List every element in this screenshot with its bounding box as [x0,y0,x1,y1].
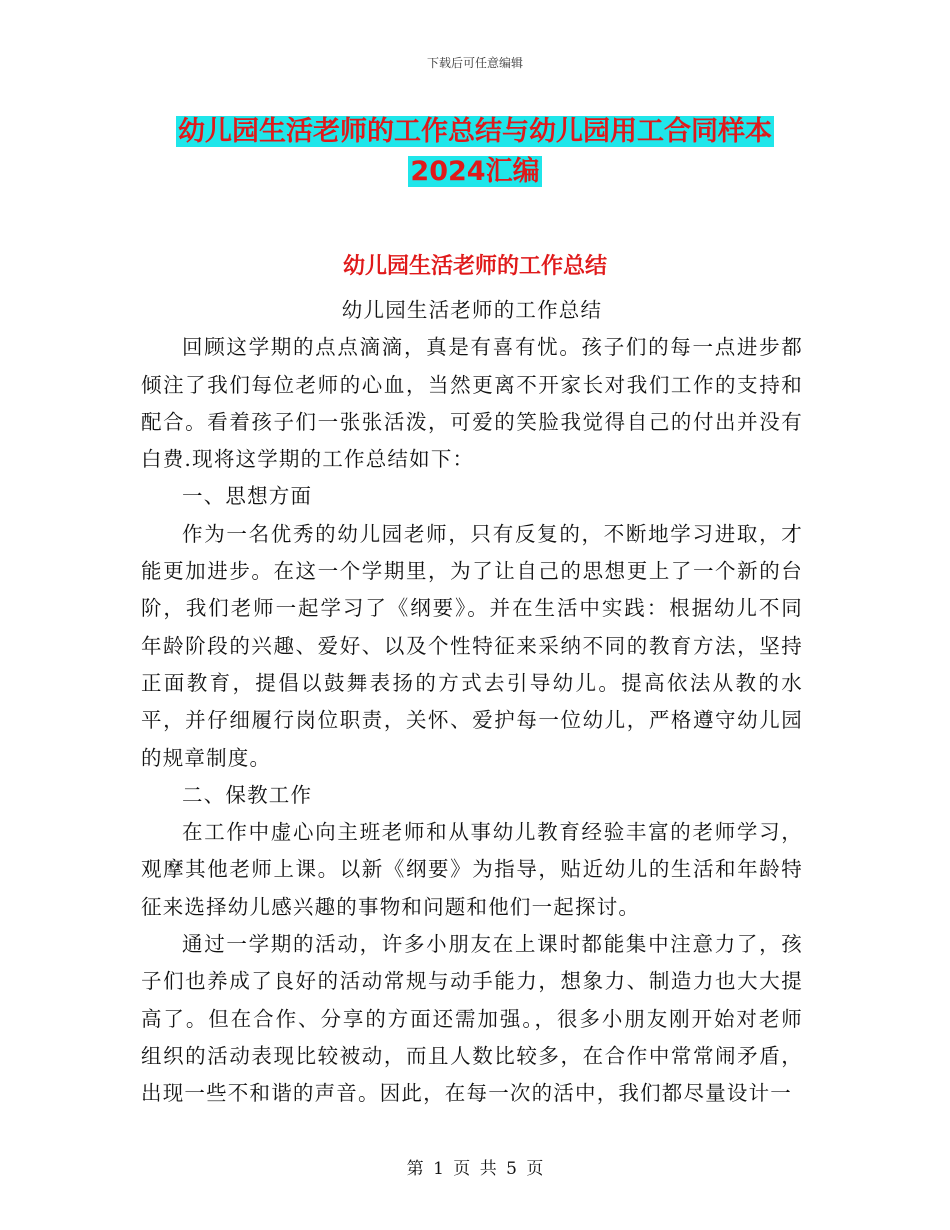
page-footer: 第 1 页 共 5 页 [406,1159,544,1179]
body-text [141,292,803,1113]
header-note: 下载后可任意编辑 [426,56,523,70]
paragraph-thought: 作为一名优秀的幼儿园老师，只有反复的，不断地学习进取，才能更加进步。在这一个学期里，为了让自己的思想更上了一个新的台阶，我们老师一起学习了《纲要》。并在生活中实践：根据幼儿不同年龄阶段的兴趣、爱好、以及个性特征来采纳不同的教育方法，坚持正面教育，提倡以鼓舞表扬的方式去引导幼儿。提高依法从教的水平，并仔细履行岗位职责，关怀、爱护每一位幼儿，严格遵守幼儿园的规章制度。 [141,521,803,770]
section-title: 幼儿园生活老师的工作总结 [342,254,607,279]
heading-care-education: 二、保教工作 [182,782,313,807]
document-title-line-2: 2024汇编 [410,156,540,187]
document-title [0,112,950,192]
paragraph-intro: 回顾这学期的点点滴滴，真是有喜有忧。孩子们的每一点进步都倾注了我们每位老师的心血，当然更离不开家长对我们工作的支持和配合。看着孩子们一张张活泼，可爱的笑脸我觉得自己的付出并没有白费.现将这学期的工作总结如下： [141,335,803,472]
paragraph-activities: 通过一学期的活动，许多小朋友在上课时都能集中注意力了，孩子们也养成了良好的活动常规与动手能力，想象力、制造力也大大提高了。但在合作、分享的方面还需加强。，很多小朋友刚开始对老师组织的活动表现比较被动，而且人数比较多，在合作中常常闹矛盾，出现一些不和谐的声音。因此，在每一次的活中，我们都尽量设计一 [141,932,803,1106]
body-subtitle: 幼儿园生活老师的工作总结 [341,298,603,322]
document-title-line-1: 幼儿园生活老师的工作总结与幼儿园用工合同样本 [178,116,772,147]
heading-thought: 一、思想方面 [182,484,313,509]
paragraph-care-education: 在工作中虚心向主班老师和从事幼儿教育经验丰富的老师学习，观摩其他老师上课。以新《纲要》为指导，贴近幼儿的生活和年龄特征来选择幼儿感兴趣的事物和问题和他们一起探讨。 [141,820,803,919]
